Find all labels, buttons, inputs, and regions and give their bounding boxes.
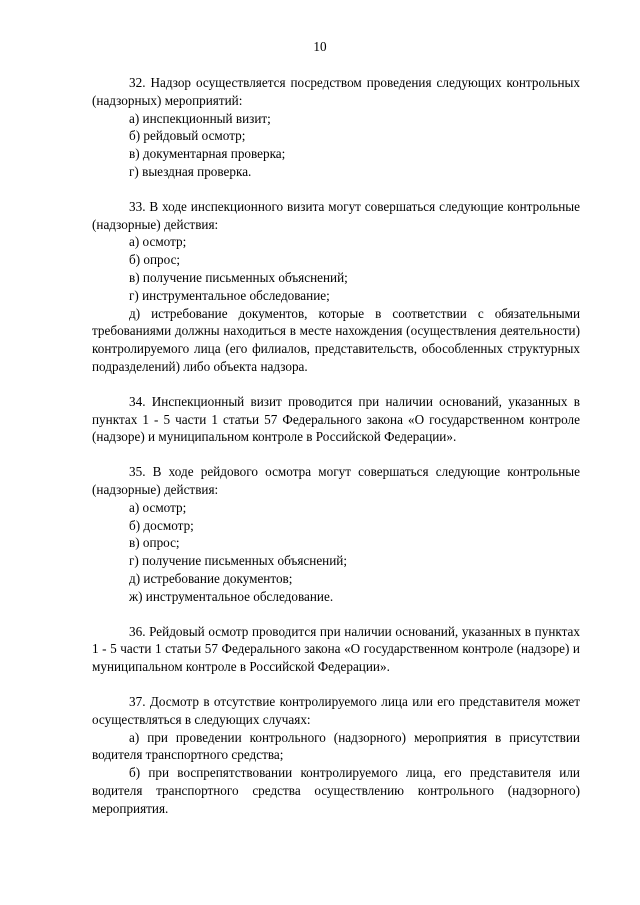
paragraph-36: 36. Рейдовый осмотр проводится при наличии оснований, указанных в пунктах 1 - 5 части 1 статьи 57 Федерального закона «О государственном контроле (надзоре) и муниципальном контроле в Российской Федерации».	[92, 623, 580, 675]
list-item: в) получение письменных объяснений;	[129, 269, 348, 285]
list-item-long: а) при проведении контрольного (надзорного) мероприятия в присутствии водителя транспортного средства;	[92, 729, 580, 763]
list-item: а) инспекционный визит;	[129, 110, 271, 126]
section-36	[92, 623, 580, 676]
list-item: б) рейдовый осмотр;	[129, 128, 246, 144]
list-item: а) осмотр;	[129, 234, 187, 250]
list-item: в) опрос;	[129, 535, 180, 551]
page-number: 10	[313, 39, 327, 54]
list-item: г) инструментальное обследование;	[129, 287, 330, 303]
section-37	[92, 693, 580, 818]
list-item: б) досмотр;	[129, 517, 194, 533]
paragraph-35: 35. В ходе рейдового осмотра могут совершаться следующие контрольные (надзорные) действия:	[92, 464, 580, 497]
paragraph-34: 34. Инспекционный визит проводится при наличии оснований, указанных в пунктах 1 - 5 части 1 статьи 57 Федерального закона «О государственном контроле (надзоре) и муниципальном контроле в Российской Федерации».	[92, 393, 580, 445]
list-item: д) истребование документов;	[129, 570, 293, 586]
list-item: а) осмотр;	[129, 499, 187, 515]
section-35	[92, 463, 580, 605]
document-body	[92, 74, 580, 834]
paragraph-33: 33. В ходе инспекционного визита могут совершаться следующие контрольные (надзорные) действия:	[92, 198, 580, 232]
list-item: в) документарная проверка;	[129, 146, 286, 162]
list-item: г) получение письменных объяснений;	[129, 553, 348, 569]
list-item-long: д) истребование документов, которые в соответствии с обязательными требованиями должны находиться в месте нахождения (осуществления деятельности) контролируемого лица (его филиалов, представительств, обособленных структурных подразделений) либо объекта надзора.	[92, 305, 580, 374]
section-34	[92, 393, 580, 446]
paragraph-37: 37. Досмотр в отсутствие контролируемого лица или его представителя может осуществляться в следующих случаях:	[92, 693, 580, 727]
section-33	[92, 198, 580, 376]
section-32	[92, 74, 580, 181]
list-item-long: б) при воспрепятствовании контролируемого лица, его представителя или водителя транспортного средства осуществлению контрольного (надзорного) мероприятия.	[92, 765, 580, 816]
list-item: ж) инструментальное обследование.	[129, 588, 334, 604]
paragraph-32: 32. Надзор осуществляется посредством проведения следующих контрольных (надзорных) мероприятий:	[92, 75, 580, 108]
list-item: г) выездная проверка.	[129, 163, 252, 179]
list-item: б) опрос;	[129, 252, 181, 268]
